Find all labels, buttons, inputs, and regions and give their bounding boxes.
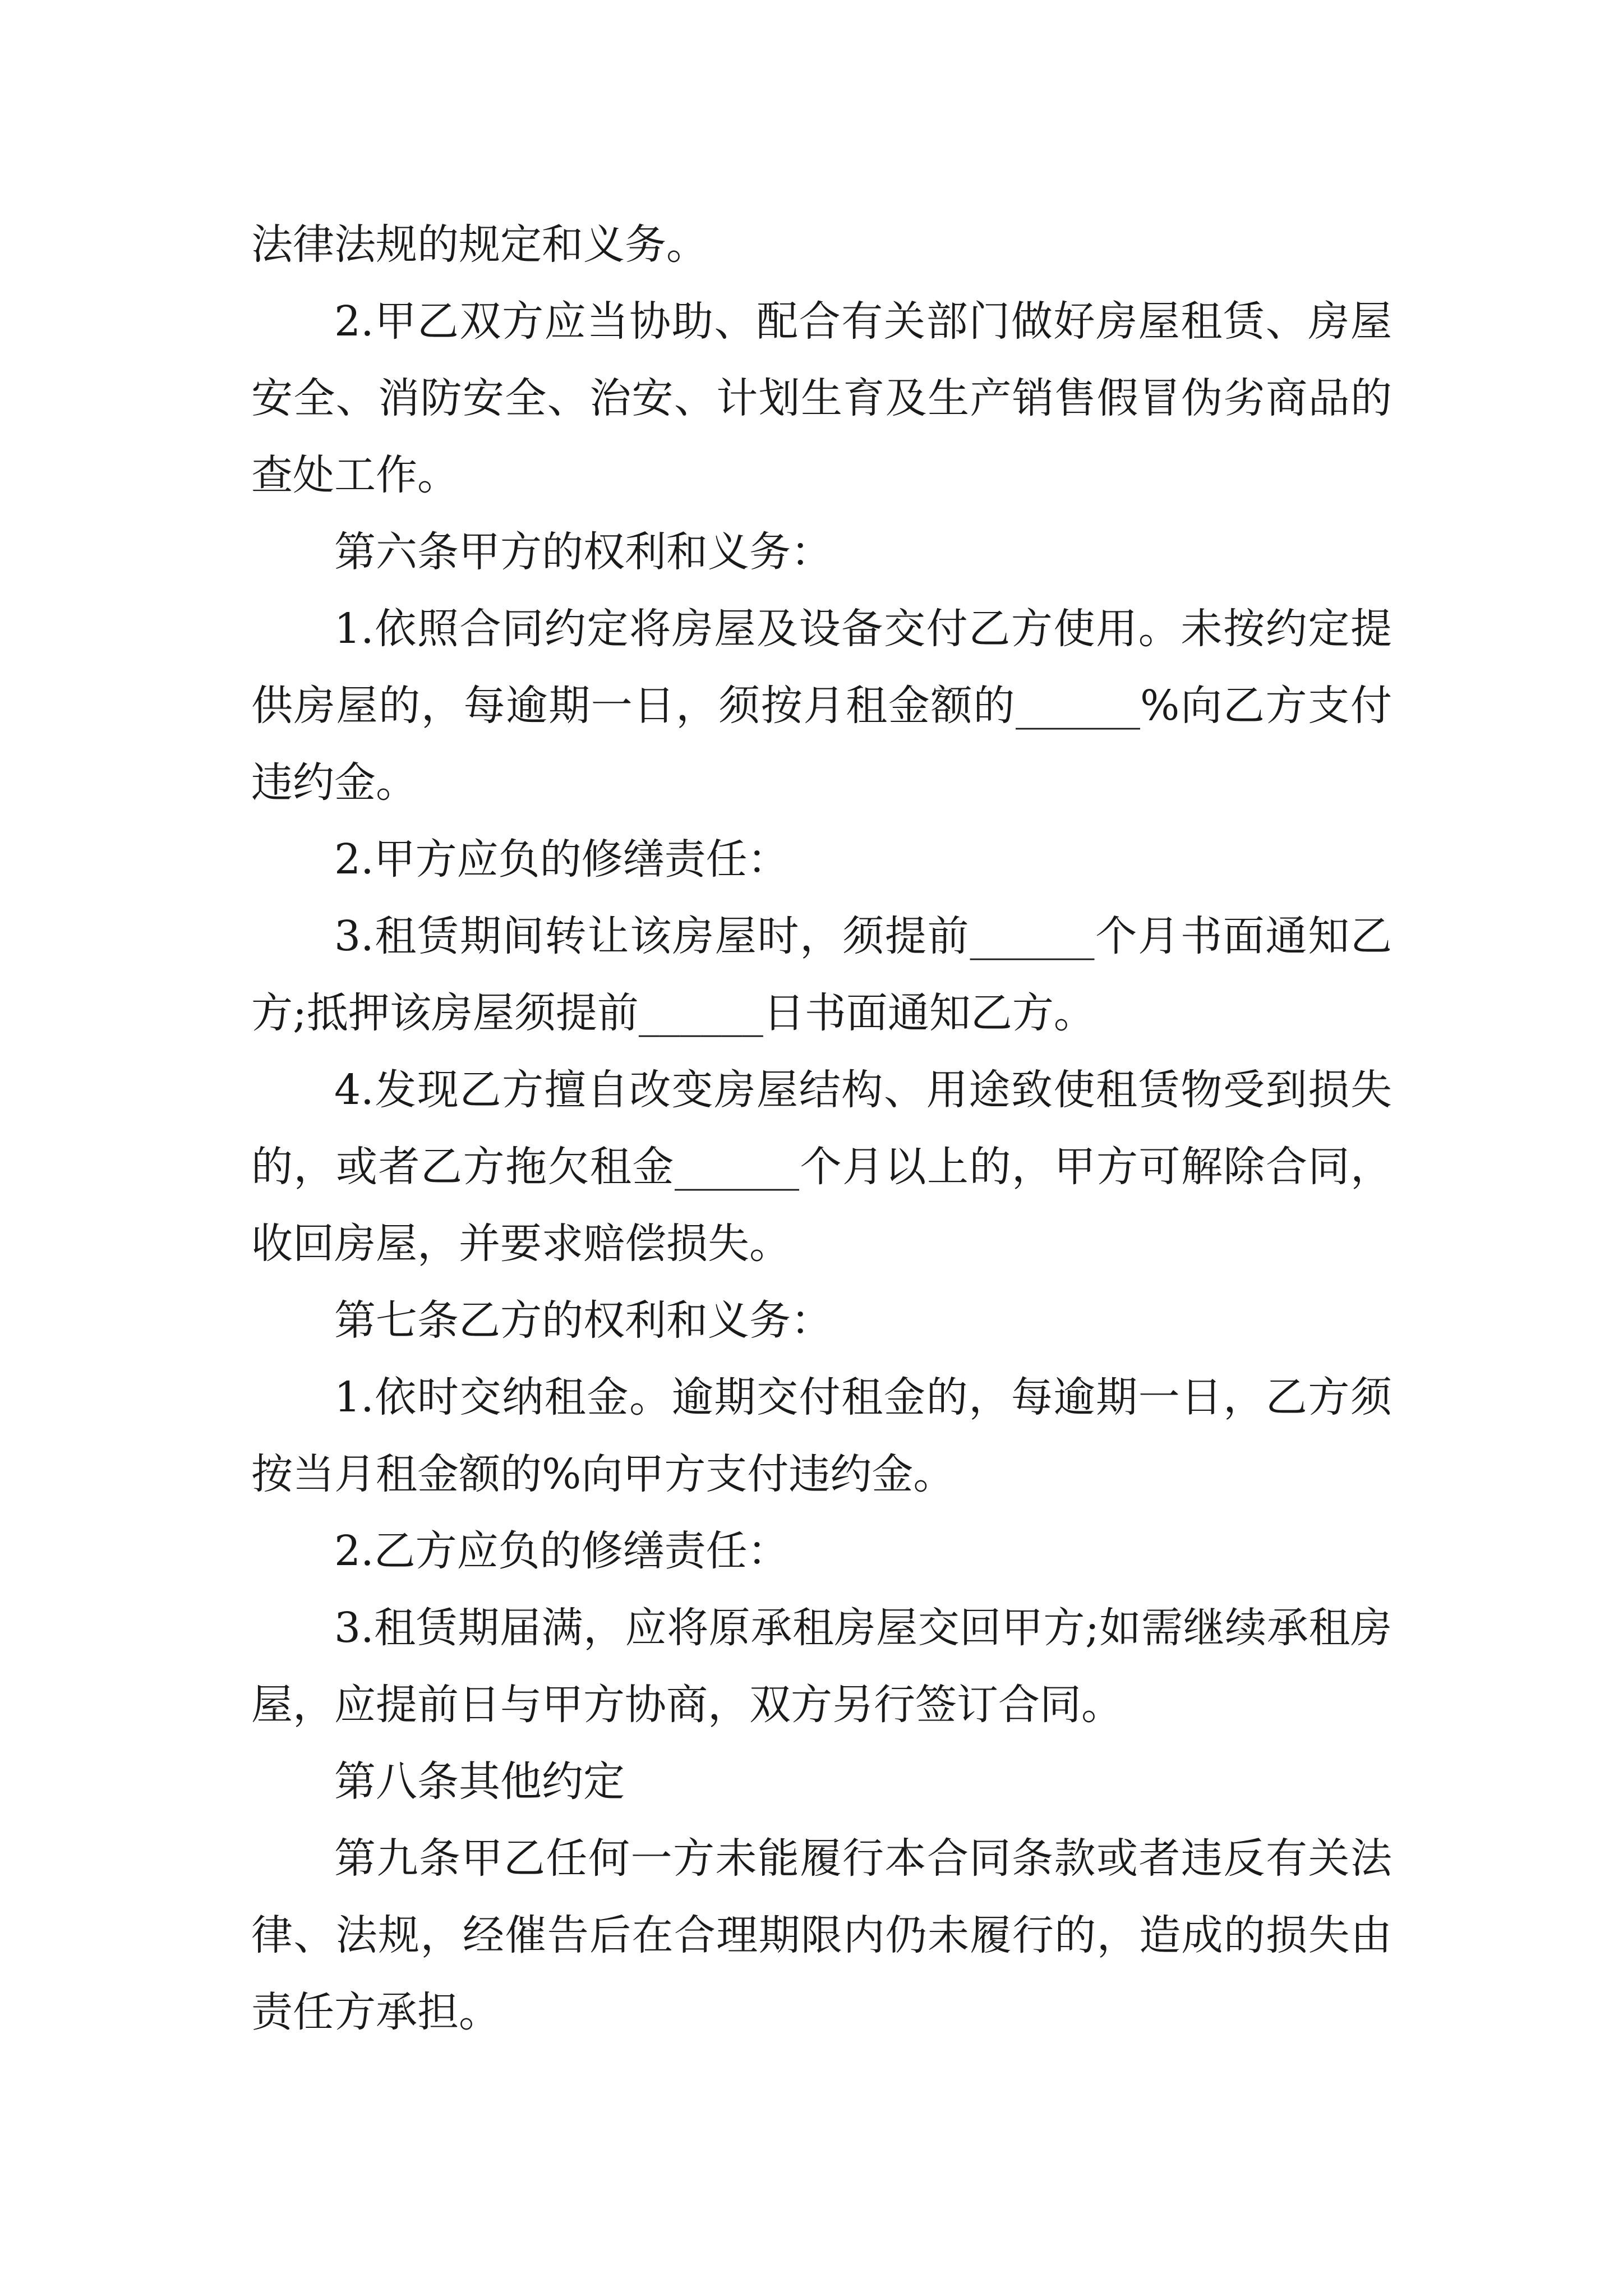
heading-article-6: 第六条甲方的权利和义务： xyxy=(334,528,832,576)
paragraph-article-9: 第九条甲乙任何一方未能履行本合同条款或者违反有关法律、法规，经催告后在合理期限内仍未履行的，造成的损失由责任方承担。 xyxy=(251,1834,1392,2036)
heading-article-7: 第七条乙方的权利和义务： xyxy=(334,1296,832,1345)
document-page xyxy=(251,206,1392,2051)
paragraph-article-7-item-1: 1.依时交纳租金。逾期交付租金的，每逾期一日，乙方须按当月租金额的%向甲方支付违约金。 xyxy=(251,1373,1392,1498)
paragraph-article-7-item-3: 3.租赁期届满，应将原承租房屋交回甲方;如需继续承租房屋，应提前日与甲方协商，双方另行签订合同。 xyxy=(251,1604,1392,1729)
paragraph-article-6-item-4: 4.发现乙方擅自改变房屋结构、用途致使租赁物受到损失的，或者乙方拖欠租金______个月以上的，甲方可解除合同，收回房屋，并要求赔偿损失。 xyxy=(251,1066,1392,1268)
paragraph-article-6-item-2: 2.甲方应负的修缮责任： xyxy=(334,835,789,884)
paragraph-article-7-item-2: 2.乙方应负的修缮责任： xyxy=(334,1527,789,1575)
paragraph-cooperation: 2.甲乙双方应当协助、配合有关部门做好房屋租赁、房屋安全、消防安全、治安、计划生育及生产销售假冒伪劣商品的查处工作。 xyxy=(251,297,1392,499)
heading-article-8: 第八条其他约定 xyxy=(334,1757,625,1806)
paragraph-article-6-item-1: 1.依照合同约定将房屋及设备交付乙方使用。未按约定提供房屋的，每逾期一日，须按月租金额的______%向乙方支付违约金。 xyxy=(251,605,1392,807)
paragraph-article-6-item-3: 3.租赁期间转让该房屋时，须提前______个月书面通知乙方;抵押该房屋须提前______日书面通知乙方。 xyxy=(251,912,1392,1037)
paragraph-obligations-end: 法律法规的规定和义务。 xyxy=(251,220,708,269)
